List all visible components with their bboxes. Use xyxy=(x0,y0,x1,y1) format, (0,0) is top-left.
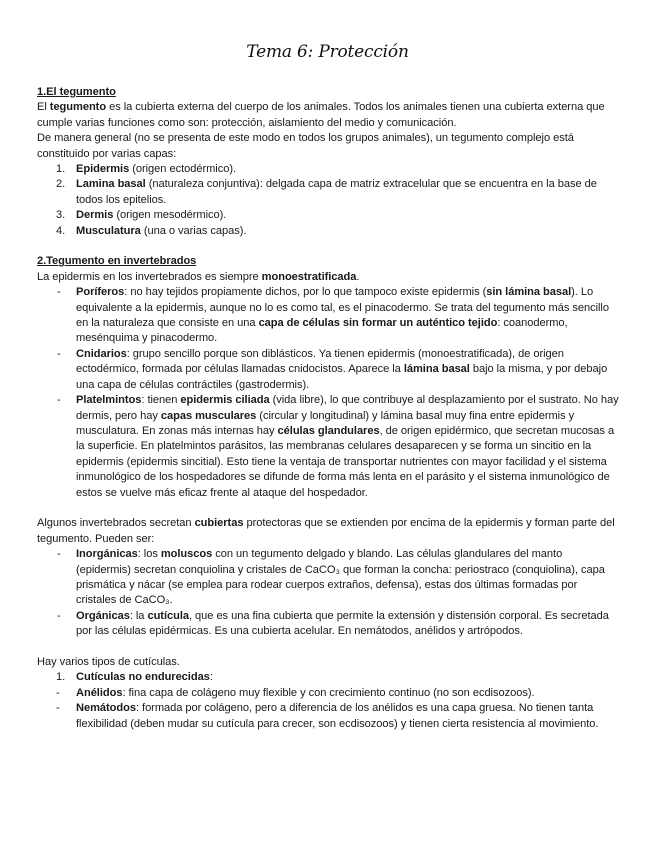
list-item xyxy=(37,347,619,393)
bold-term: epidermis ciliada xyxy=(180,394,270,407)
bold-term: células glandulares xyxy=(277,424,380,437)
text-run: : los xyxy=(137,548,161,561)
text-run: (origen ectodérmico). xyxy=(129,163,237,176)
text-run: : coanodermo, mesénquima y pinacodermo. xyxy=(76,317,568,345)
list-item xyxy=(37,701,619,732)
text-run: (origen mesodérmico). xyxy=(113,209,227,222)
text-run: es la cubierta externa del cuerpo de los animales. Todos los animales tienen una cubierta externa que cumple varias funciones como son: protección, aislamiento del medio y comunicación. xyxy=(37,101,605,129)
list-marker: 1. xyxy=(56,671,66,684)
list-marker: 4. xyxy=(56,224,66,237)
bold-term: cubiertas xyxy=(194,517,244,530)
list-marker: - xyxy=(56,686,60,699)
spacer xyxy=(37,640,619,655)
text-run: (circular y longitudinal) y lámina basal muy fina entre epidermis y musculatura. En zonas más internas hay xyxy=(76,409,575,437)
list-marker: 3. xyxy=(56,209,66,222)
cuticle-types-list xyxy=(37,670,619,732)
bold-term: lámina basal xyxy=(403,363,470,376)
paragraph xyxy=(37,516,619,547)
text-run: bajo la misma, y por debajo una capa de células contráctiles (gastrodermis). xyxy=(76,363,608,391)
page-title: Tema 6: Protección xyxy=(246,42,409,62)
bold-term: Lamina basal xyxy=(76,178,146,191)
list-item xyxy=(37,609,619,640)
text-run: protectoras que se extienden por encima de la epidermis y forman parte del tegumento. Pueden ser: xyxy=(37,517,615,545)
bold-term: capas musculares xyxy=(160,409,257,422)
bold-term: Nemátodos xyxy=(76,702,136,715)
paragraph xyxy=(37,270,619,285)
list-item xyxy=(37,285,619,347)
spacer xyxy=(37,239,619,254)
text-run: (una o varias capas). xyxy=(140,224,247,237)
list-marker: 1. xyxy=(56,163,66,176)
text-run: La epidermis en los invertebrados es siempre xyxy=(37,270,262,283)
list-item xyxy=(37,208,619,223)
bold-term: Platelmintos xyxy=(76,394,142,407)
text-run: : la xyxy=(129,609,148,622)
section-heading-tegumento: 1.El tegumento xyxy=(37,86,116,98)
text-run: : fina capa de colágeno muy flexible y con crecimiento continuo (no son ecdisozoos). xyxy=(122,686,535,699)
bold-term: Cutículas no endurecidas xyxy=(76,671,210,684)
list-marker: 2. xyxy=(56,178,66,191)
layers-list xyxy=(37,162,619,239)
bold-term: cutícula xyxy=(147,609,189,622)
bold-term: capa de células sin formar un auténtico tejido xyxy=(258,317,498,330)
list-item xyxy=(37,686,619,701)
text-run: : grupo sencillo porque son diblásticos. Ya tienen epidermis (monoestratificada), de origen ectodérmico, formada por células llamadas cnidocistos. Aparece la xyxy=(76,347,564,376)
coverings-list xyxy=(37,547,619,639)
bold-term: Inorgánicas xyxy=(76,548,138,561)
list-marker: - xyxy=(57,394,61,407)
list-item xyxy=(37,547,619,609)
bold-term: Poríferos xyxy=(76,286,125,299)
bold-term: sin lámina basal xyxy=(486,286,572,299)
section-heading-invertebrados: 2.Tegumento en invertebrados xyxy=(37,255,197,268)
text-run: : formada por colágeno, pero a diferencia de los anélidos es una capa gruesa. No tienen tanta flexibilidad (deben mudar su cutícula para crecer, son ecdisozoos) y tienen cierta resistencia al movimiento. xyxy=(76,702,599,730)
list-item xyxy=(37,224,619,239)
list-item xyxy=(37,670,619,685)
list-item xyxy=(37,393,619,501)
text-run: , de origen epidérmico, que secretan mucosas a la superficie. En platelmintos parásitos, las membranas celulares desaparecen y se forma un sincitio en la epidermis (epidermis sincitial). Esto tiene la ventaja de transportar nutrientes con mayor facilidad y el sistema inmunológico de los hospedadores se difunde de forma más lenta en el parásito y el sistema inmunológico de estos se vuelve más eficaz frente al ataque del hospedador. xyxy=(76,424,615,499)
list-marker: - xyxy=(57,548,61,561)
bold-term: Dermis xyxy=(76,209,114,222)
text-run: De manera general (no se presenta de este modo en todos los grupos animales), un tegumento complejo está constituido por varias capas: xyxy=(37,132,574,160)
bold-term: Orgánicas xyxy=(76,609,130,622)
text-run: . xyxy=(356,270,360,283)
text-run: (vida libre), lo que contribuye al desplazamiento por el sustrato. No hay dermis, pero hay xyxy=(76,394,619,422)
paragraph xyxy=(37,655,619,670)
list-marker: - xyxy=(57,609,61,622)
text-run: : xyxy=(209,671,213,684)
bold-term: Epidermis xyxy=(76,163,130,176)
document-body xyxy=(37,85,619,732)
bold-term: Anélidos xyxy=(76,686,123,699)
text-run: (naturaleza conjuntiva): delgada capa de matriz extracelular que se encuentra en la base de todos los epitelios. xyxy=(76,178,597,206)
bold-term: Cnidarios xyxy=(76,347,127,360)
list-marker: - xyxy=(57,347,61,360)
text-run: : no hay tejidos propiamente dichos, por lo que tampoco existe epidermis ( xyxy=(124,286,487,299)
paragraph xyxy=(37,131,619,162)
list-marker: - xyxy=(57,286,61,299)
spacer xyxy=(37,501,619,516)
bold-term: tegumento xyxy=(49,101,107,114)
text-run: con un tegumento delgado y blando. Las células glandulares del manto (epidermis) secretan conquiolina y cristales de CaCO₃ que forman la concha: periostraco (conquiolina), capa prismática y nácar (se emplea para rodear cuerpos extraños, defensa), estas dos últimas formadas por cristales de CaCO₃. xyxy=(76,548,605,607)
list-marker: - xyxy=(56,702,60,715)
bold-term: Musculatura xyxy=(76,224,141,237)
text-run: : tienen xyxy=(141,394,181,407)
text-run: Algunos invertebrados secretan xyxy=(37,517,195,530)
text-run: El xyxy=(37,101,50,114)
paragraph xyxy=(37,100,619,131)
text-run: , que es una fina cubierta que permite la extensión y distensión corporal. Es secretada por las células epidérmicas. Es una cubierta acelular. En nemátodos, anélidos y artrópodos. xyxy=(76,609,609,638)
text-run: Hay varios tipos de cutículas. xyxy=(37,655,180,668)
text-run: ). Lo equivalente a la epidermis, aunque no lo es como tal, es el pinacodermo. Se trata del tegumento más sencillo en la naturaleza que consiste en una xyxy=(76,286,609,330)
bold-term: monoestratificada xyxy=(261,270,357,283)
groups-list xyxy=(37,285,619,501)
list-item xyxy=(37,162,619,177)
list-item xyxy=(37,177,619,208)
bold-term: moluscos xyxy=(160,548,213,561)
